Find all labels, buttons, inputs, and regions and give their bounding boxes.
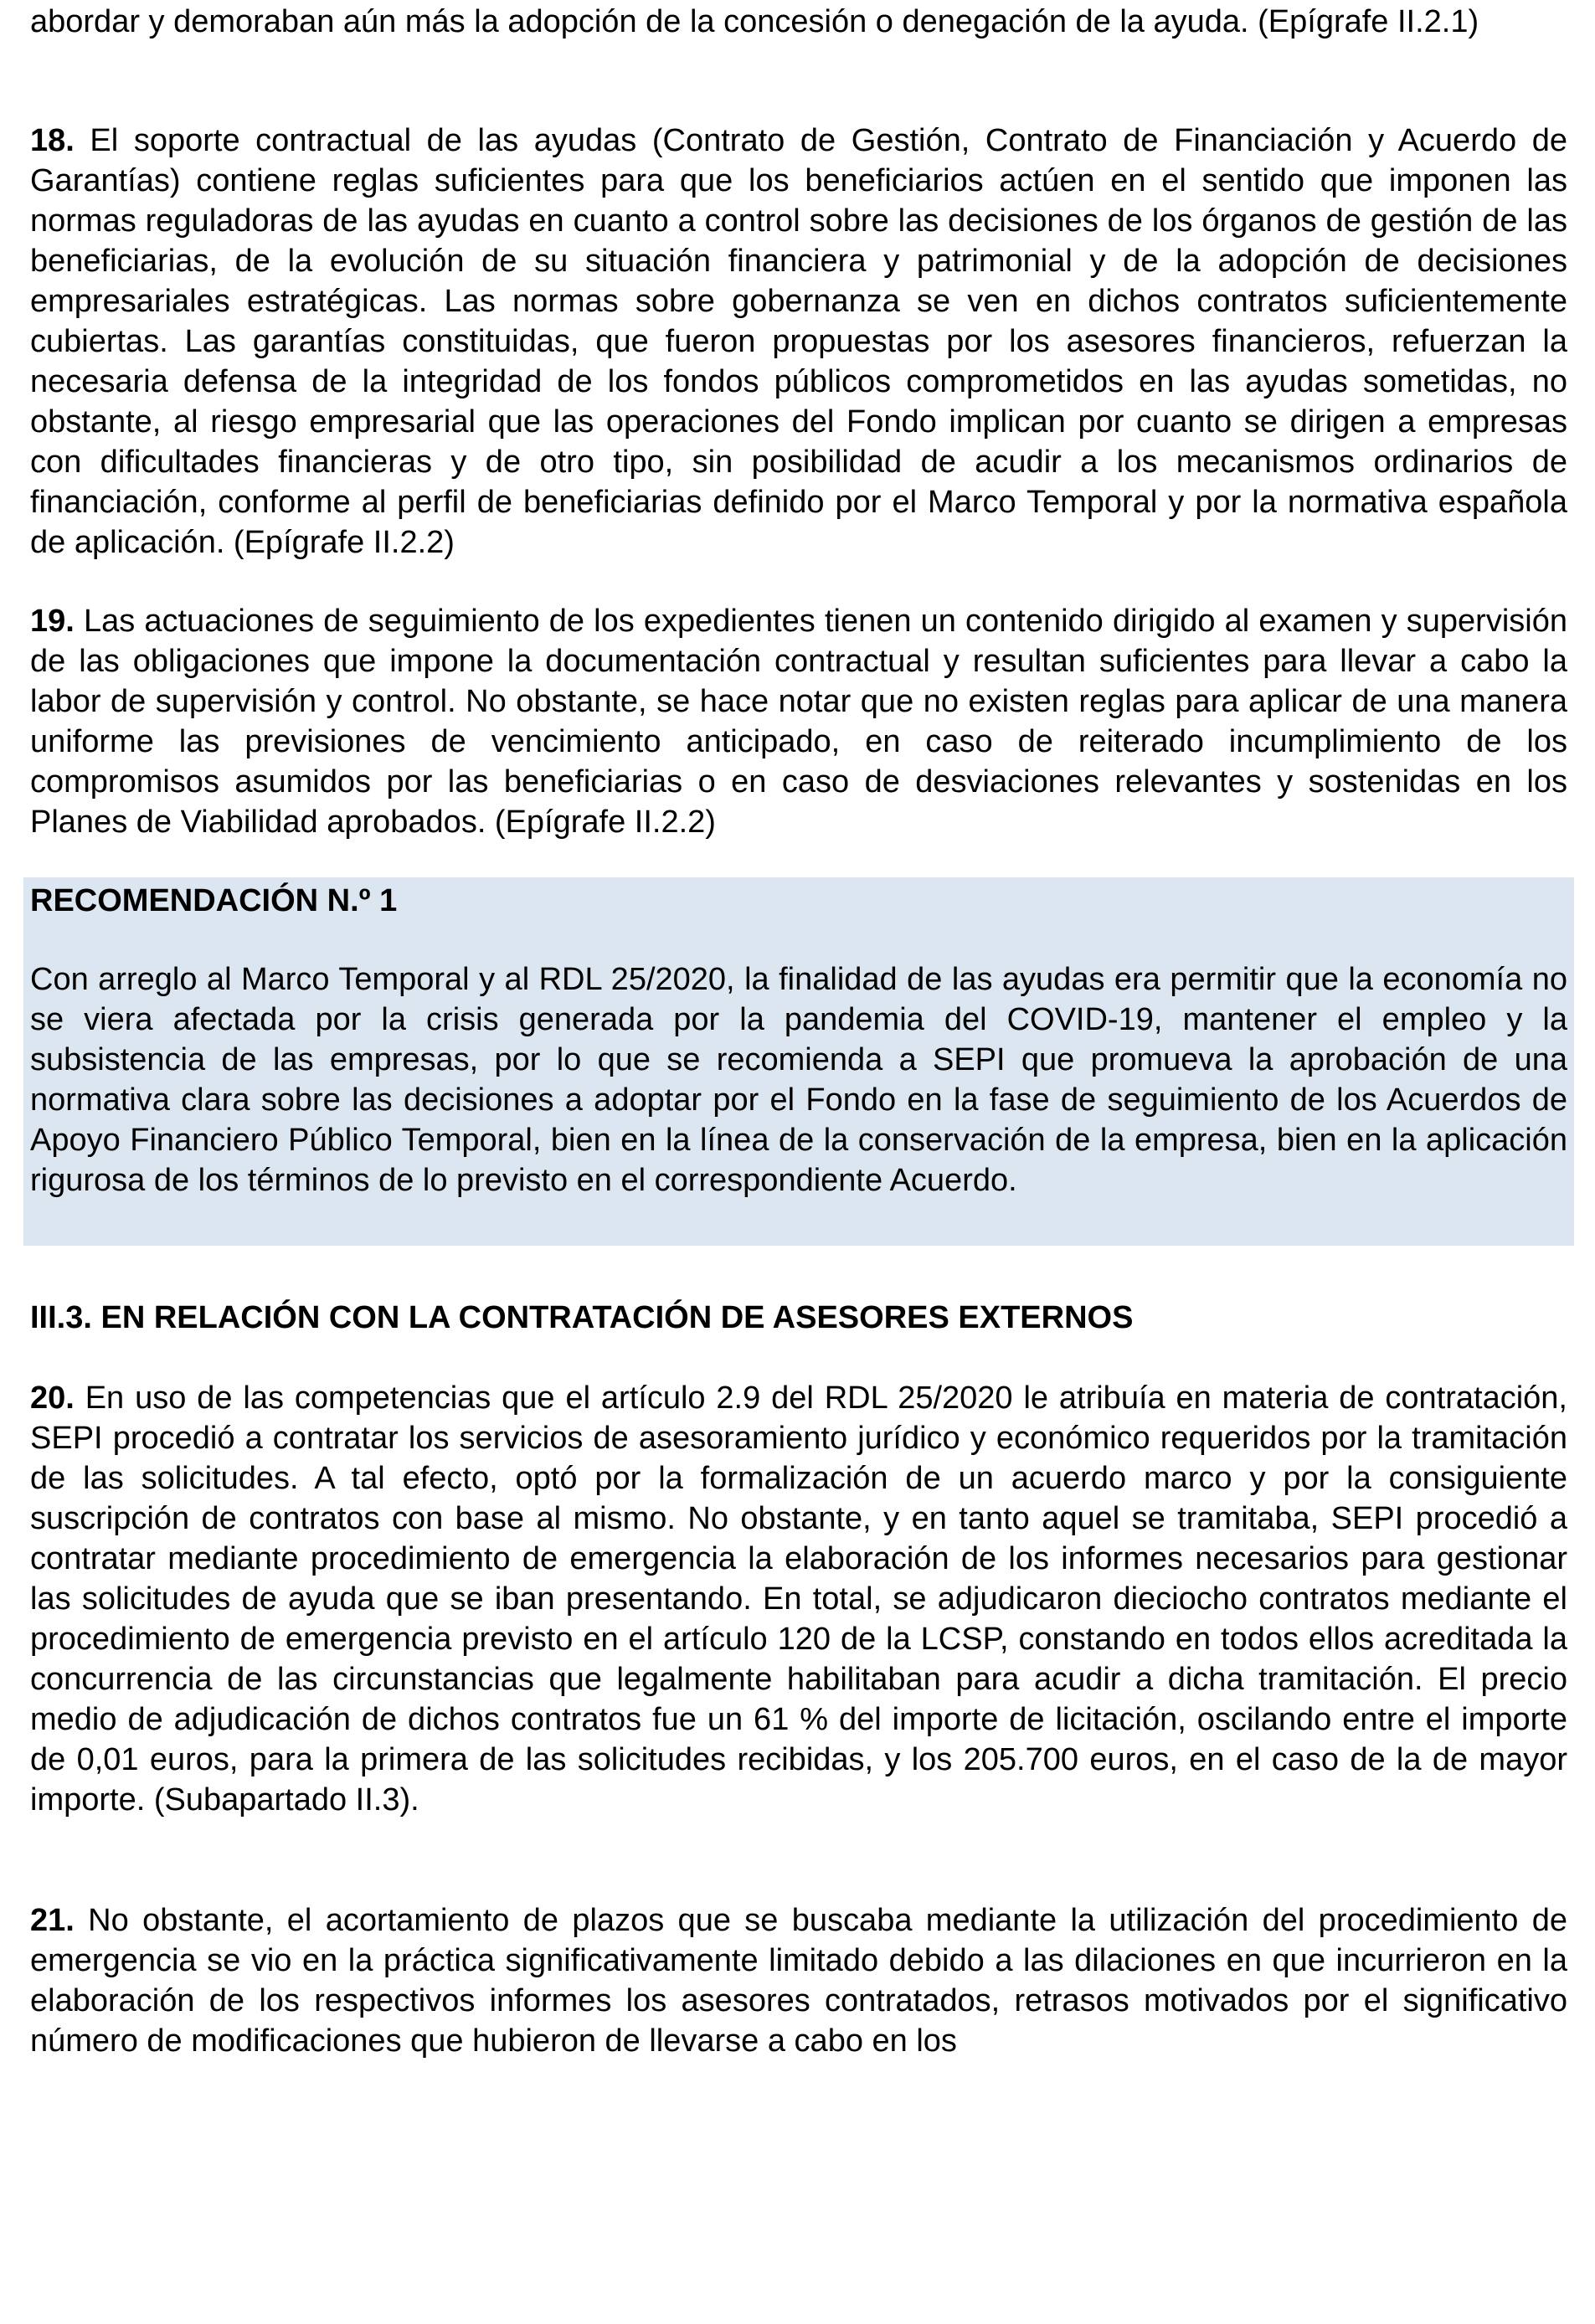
paragraph-19 — [30, 601, 1567, 842]
recommendation-title: RECOMENDACIÓN N.º 1 — [30, 883, 398, 918]
paragraph-number: 19. — [30, 604, 75, 639]
continuation-text: abordar y demoraban aún más la adopción de la concesión o denegación de la ayuda. (Epígrafe II.2.1) — [30, 4, 1479, 39]
paragraph-18 — [30, 121, 1567, 563]
paragraph-text: Las actuaciones de seguimiento de los expedientes tienen un contenido dirigido al examen y supervisión de las obligaciones que impone la documentación contractual y resultan suficientes para llevar a cabo la labor de supervisión y control. No obstante, se hace notar que no existen reglas para aplicar de una manera uniforme las previsiones de vencimiento anticipado, en caso de reiterado incumplimiento de los compromisos asumidos por las beneficiarias o en caso de desviaciones relevantes y sostenidas en los Planes de Viabilidad aprobados. (Epígrafe II.2.2) — [30, 604, 1567, 840]
paragraph-20 — [30, 1378, 1567, 1820]
section-heading-block — [30, 1298, 1567, 1338]
paragraph-number: 18. — [30, 123, 75, 158]
paragraph-text: En uso de las competencias que el artículo 2.9 del RDL 25/2020 le atribuía en materia de contratación, SEPI procedió a contratar los servicios de asesoramiento jurídico y económico requeridos por la tramitación de las solicitudes. A tal efecto, optó por la formalización de un acuerdo marco y por la consiguiente suscripción de contratos con base al mismo. No obstante, y en tanto aquel se tramitaba, SEPI procedió a contratar mediante procedimiento de emergencia la elaboración de los informes necesarios para gestionar las solicitudes de ayuda que se iban presentando. En total, se adjudicaron dieciocho contratos mediante el procedimiento de emergencia previsto en el artículo 120 de la LCSP, constando en todos ellos acreditada la concurrencia de las circunstancias que legalmente habilitaban para acudir a dicha tramitación. El precio medio de adjudicación de dichos contratos fue un 61 % del importe de licitación, oscilando entre el importe de 0,01 euros, para la primera de las solicitudes recibidas, y los 205.700 euros, en el caso de la de mayor importe. (Subapartado II.3). — [30, 1381, 1567, 1818]
paragraph-number: 21. — [30, 1903, 75, 1938]
paragraph-number: 20. — [30, 1381, 75, 1416]
paragraph-text: No obstante, el acortamiento de plazos que se buscaba mediante la utilización del procedimiento de emergencia se vio en la práctica significativamente limitado debido a las dilaciones en que incurrieron en la elaboración de los respectivos informes los asesores contratados, retrasos motivados por el significativo número de modificaciones que hubieron de llevarse a cabo en los — [30, 1903, 1567, 2059]
section-heading: III.3. EN RELACIÓN CON LA CONTRATACIÓN DE ASESORES EXTERNOS — [30, 1300, 1134, 1335]
recommendation-box — [23, 877, 1574, 1246]
recommendation-text: Con arreglo al Marco Temporal y al RDL 25/2020, la finalidad de las ayudas era permitir que la economía no se viera afectada por la crisis generada por la pandemia del COVID-19, mantener el empleo y la subsistencia de las empresas, por lo que se recomienda a SEPI que promueva la aprobación de una normativa clara sobre las decisiones a adoptar por el Fondo en la fase de seguimiento de los Acuerdos de Apoyo Financiero Público Temporal, bien en la línea de la conservación de la empresa, bien en la aplicación rigurosa de los términos de lo previsto en el correspondiente Acuerdo. — [30, 962, 1567, 1198]
continuation-paragraph — [30, 2, 1567, 42]
paragraph-text: El soporte contractual de las ayudas (Contrato de Gestión, Contrato de Financiación y Acuerdo de Garantías) contiene reglas suficientes para que los beneficiarios actúen en el sentido que imponen las normas reguladoras de las ayudas en cuanto a control sobre las decisiones de los órganos de gestión de las beneficiarias, de la evolución de su situación financiera y patrimonial y de la adopción de decisiones empresariales estratégicas. Las normas sobre gobernanza se ven en dichos contratos suficientemente cubiertas. Las garantías constituidas, que fueron propuestas por los asesores financieros, refuerzan la necesaria defensa de la integridad de los fondos públicos comprometidos en las ayudas sometidas, no obstante, al riesgo empresarial que las operaciones del Fondo implican por cuanto se dirigen a empresas con dificultades financieras y de otro tipo, sin posibilidad de acudir a los mecanismos ordinarios de financiación, conforme al perfil de beneficiarias definido por el Marco Temporal y por la normativa española de aplicación. (Epígrafe II.2.2) — [30, 123, 1567, 560]
paragraph-21 — [30, 1900, 1567, 2061]
